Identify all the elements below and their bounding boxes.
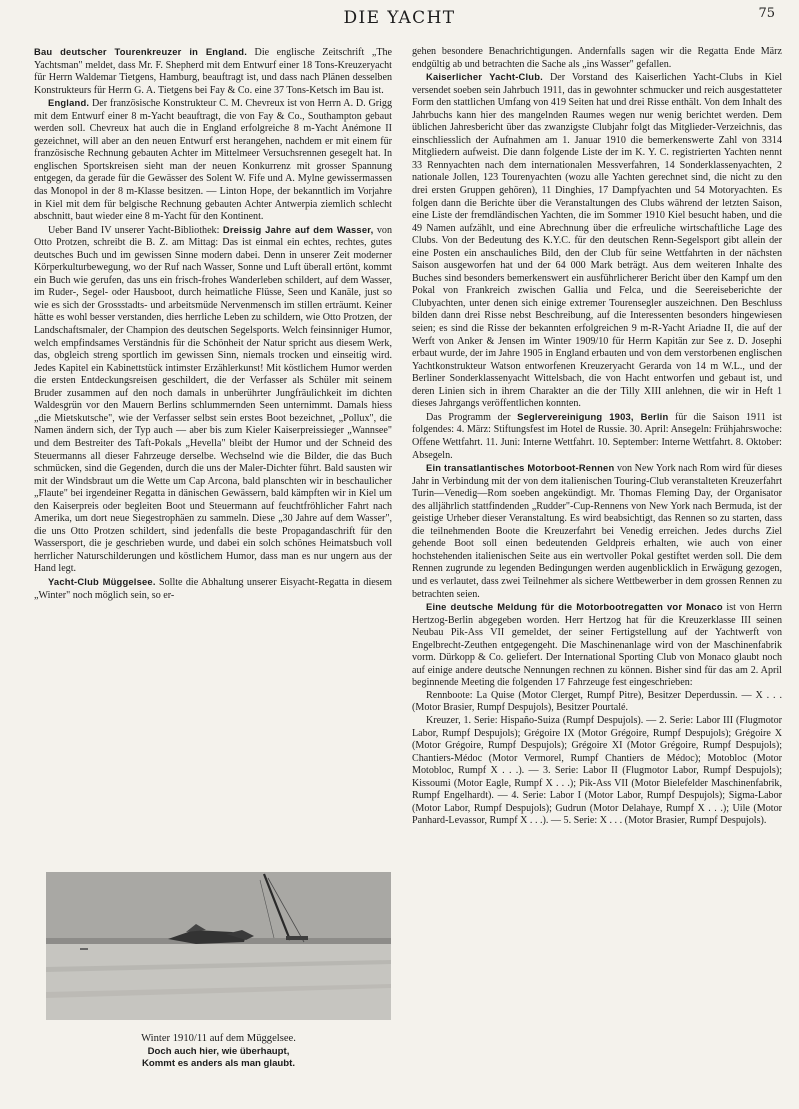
article-text: für die Saison 1911 ist folgendes: 4. März: Stiftungsfest im Hotel de Russie. 30. April: Ansegeln: Frühjahrswoche: Offene Wettfahrt. 11. Juni: Interne Wettfahrt. 10. September: Interne Wettfahrt. 8. Oktober: Absegeln. — [412, 411, 782, 461]
article-paragraph — [34, 576, 392, 602]
article-heading: Eine deutsche Meldung für die Motorbootregatten vor Monaco — [426, 601, 723, 613]
article-paragraph — [412, 411, 782, 462]
article-text: Kreuzer, 1. Serie: Hispaño-Suiza (Rumpf Despujols). — 2. Serie: Labor III (Flugmotor Labor, Rumpf Despujols); Grégoire IX (Motor Grégoire, Rumpf Despujols); Grégoire X (Motor Grégoire, Rumpf Despujols); Grégoire XI (Motor Grégoire, Rumpf Despujols); Chantiers-Médoc (Motor Vermorel, Rumpf Chantiers de Médoc); Motobloc (Motor Motobloc, Rumpf X . . .). — 3. Serie: Labor II (Flugmotor Labor, Rumpf Despujols); Kissoumi (Motor Eagle, Rumpf X . . .); Pik-Ass VII (Motor Bielefelder Maschinenfabrik, Rumpf Engelhardt). — 4. Serie: Labor I (Motor Labor, Rumpf Despujols); Sigma-Labor (Motor Labor, Rumpf Despujols); Gudrun (Motor Delahaye, Rumpf X . . .); Uile (Motor Panhard-Levassor, Rumpf X . . .). — 5. Serie: X . . . (Motor Brasier, Rumpf Despujols). — [412, 714, 782, 827]
article-text: Der Vorstand des Kaiserlichen Yacht-Clubs in Kiel versendet soeben sein Jahrbuch 1911, das in gewohnter schmucker und reich ausgestatteter Form den stattlichen Umfang von 419 Seiten hat und drei Risse enthält. Von dem Inhalt des Jahrbuchs kann hier des mangelnden Raumes wegen nur wenig berichtet werden. Dem üblichen Jahresbericht über das zwanzigste Clubjahr folgt das Mitglieder-Verzeichnis, das einschliesslich der Aufnahmen am 1. Januar 1910 die bemerkenswerte Zahl von 3314 Mitgliedern aufweist. Die dann folgende Liste der im K. Y. C. registrierten Yachten nennt 33 Rennyachten nach dem internationalen Messverfahren, 14 Sonderklassenyachten, 2 nationale Jollen, 123 Tourenyachten (wozu alle Yachten gerechnet sind, die nicht zu den drei ersten Gruppen gehören), 11 Dinghies, 17 Dampfyachten und 54 Motoryachten. Es folgen dann die Berichte über die Veranstaltungen des Clubs während der letzten Saison, eine Liste der fremdländischen Yachten, die im Sommer 1910 Kiel besucht haben, und die 49 Namen aufzählt, und eine Abrechnung über die erfreuliche wirtschaftliche Lage des Clubs. Von der Bedeutung des K.Y.C. für den deutschen Renn-Segelsport gibt allein der eine Posten ein anschauliches Bild, den der Club für seine Wettfahrten in der nächsten Saison ausgeworfen hat und der 64 000 Mark beträgt. Aus dem weiteren Inhalte des Buches sind besonders bemerkenswert ein ausführlicherer Bericht über den Kampf um den Pokal von Frankreich zwischen Gallia und Felca, und die Seereiseberichte der Clubyachten, unter denen sich einige extremer Tourensegler auszeichnen. Den Beschluss bilden dann drei Risse nebst Beschreibung, auf die Interessenten besonders hingewiesen seien; es sind die Risse der bekannten erfolgreichen 9 m-R-Yacht Ariadne II, die auf der Werft von Anker & Jensen im Winter 1909/10 für Herrn Kapitän zur See z. D. Josephi erbaut wurde, der im Jahre 1905 in England erbauten und von dem verstorbenen englischen Yachtkonstrukteur Watson entworfenen Kreuzeryacht Gerarda von 14 m W.L., und der Berliner Sonderklassenyacht Wittelsbach, die von Hacht entworfen und gebaut ist, und deren Linien sich in ihrem Charakter an die der Tilly XIII anlehnen, die wir in Heft 1 dieses Jahrgangs veröffentlichen konnten. — [412, 72, 782, 410]
article-text: ist von Herrn Hertzog-Berlin abgegeben worden. Herr Hertzog hat für die Kreuzerklasse III seinen Neubau Pik-Ass VII gemeldet, der seiner Fertigstellung auf der Yachtwerft von Engelbrecht-Zeuthen entgegengeht. Die Maschinenanlage wird von der Maschinenfabrik vorm. Dürkopp & Co. geliefert. Der International Sporting Club von Monaco glaubt noch auf einige andere deutsche Nennungen rechnen zu können. Bisher sind für das am 2. April beginnende Meeting die folgenden 17 Fahrzeuge fest eingeschrieben: — [412, 602, 782, 689]
article-text: von Otto Protzen, schreibt die B. Z. am Mittag: Das ist einmal ein echtes, rechtes, gutes deutsches Buch und im gewissen Sinne modern dabei. Denn in unserer Zeit moderner Körperkulturbewegung, wo der Ruf nach Wasser, Sonne und Luft überall ertönt, kommt ein Buch wie gerufen, das uns ein frisch-frohes Wanderleben schildert, auf dem Wasser, im Ruder-, Segel- oder Hausboot, durch heimatliche Flüsse, Seen und Kanäle, just so wie es sich der Grossstadts- und arbeitsmüde Nervenmensch im stillen erträumt. Keiner hätte es wohl besser verstanden, dies herrliche Leben zu schildern, wie Otto Protzen, der Landschaftsmaler, der Champion des deutschen Segelsports. Welch feinsinniger Humor, welch empfindsames Verständnis für die Schönheit der Natur spricht aus diesem Werk, das, obgleich streng sportlich im gewissen Sinn, niemals trocken und einseitig wird. Jedes Kapitel ein Kabinettstück intimster Erzählerkunst! Mit köstlichem Humor werden die ersten Entdeckungsreisen geschildert, die der Verfasser als Schüler mit seinem Bruder zusammen auf den noch damals in unberührter Jungfräulichkeit im dichten Waldesgrün vor den Mauern Berlins schlummernden Seen unternimmt. Damals hiess „die Mietskutsche", wie der Verfasser selbst sein erstes Boot bezeichnet, „Pollux", die Namen ändern sich, der Typ auch — aber bis zum Kieler Kaiserpreissieger „Wannsee" und dem Bestreiter des Taft-Pokals „Hevella" bleibt der Humor und der Schneid des Steuermanns all dieser Fahrzeuge derselbe. Wechselnd wie die Bilder, die das Buch schmücken, sind die Gegenden, durch die uns der Maler-Dichter führt. Bald sausten wir mit der Windsbraut um die Wette um Cap Arcona, bald planschten wir in beschaulicher „Flaute" bei irgendeiner Regatta in dänischen Gewässern, bald kämpften wir in Kiel um den Kaiserpreis oder begleiten Boot und Steuermann auf feuchtfröhlicher Fahrt nach Amerika, um dort neue Siegestrophäen zu sammeln. Diese „30 Jahre auf dem Wasser", die uns Otto Protzen schildert, sind jedenfalls die beste Propagandaschrift für den Wassersport, die je geschrieben wurde, und dabei ein solch schönes Heimatsbuch voll herrlicher Naturschilderungen und köstlichem Humor, dass man es nur ungern aus der Hand legt. — [34, 224, 392, 575]
article-text: Rennboote: La Quise (Motor Clerget, Rumpf Pitre), Besitzer Deperdussin. — X . . . (Motor Brasier, Rumpf Despujols), Besitzer Pourtalé. — [412, 689, 782, 714]
article-heading: Yacht-Club Müggelsee. — [48, 575, 156, 587]
article-heading: England. — [48, 97, 90, 109]
article-text: Das Programm der — [426, 411, 518, 423]
caption-verse-line-1: Doch auch hier, wie überhaupt, — [147, 1045, 290, 1057]
wreck-illustration — [46, 872, 391, 1020]
article-text: Sollte die Abhaltung unserer Eisyacht-Regatta in diesem „Winter" noch möglich sein, so er- — [34, 576, 392, 601]
page-number: 75 — [758, 6, 775, 21]
article-paragraph — [34, 97, 392, 223]
figure-caption — [46, 1033, 391, 1071]
article-text: von New York nach Rom wird für dieses Jahr in Verbindung mit der von dem italienischen Touring-Club veranstalteten Kreuzerfahrt Turin—Venedig—Rom soeben angekündigt. Mr. Thomas Fleming Day, der Organisator des alljährlich stattfindenden „Rudder"-Cup-Rennens von New York nach Bermuda, ist der geistige Urheber dieser Veranstaltung. Es wird beabsichtigt, das Rennen so zu starten, dass die teilnehmenden Boote die Kreuzerfahrt bei Venedig erreichen. Jedes durchs Ziel gehende Boot soll einen bedeutenden Geldpreis erhalten, wie auch von einer hochstehenden italienischen Seite aus ein wertvoller Pokal gestiftet werden soll. Die dem Rennen zugrunde zu legenden Bedingungen werden augenblicklich in Erwägung gezogen, und es verlautet, dass zwei Teilnehmer als sichere Wettbewerber in dem grossen Rennen zu betrachten seien. — [412, 463, 783, 600]
article-paragraph — [34, 224, 392, 576]
photo-frozen-lake — [46, 872, 391, 1020]
article-paragraph — [412, 462, 782, 601]
article-heading: Ein transatlantisches Motorboot-Rennen — [426, 462, 615, 474]
left-column — [34, 46, 392, 602]
article-text: Der französische Konstrukteur C. M. Chevreux ist von Herrn A. D. Grigg mit dem Entwurf einer 8 m-Yacht beauftragt, die von Fay & Co., Southampton gebaut werden soll. Chevreux hat auch die in England erfolgreiche 8 m-Yacht Anémone II gezeichnet, will aber an den neuen Entwurf erst herangehen, nachdem er mit einem für französische Rechnung gebauten Achter im Mittelmeer Versuchsrennen gesegelt hat. In englischen Sportskreisen sieht man der neuen Konkurrenz mit grosser Spannung entgegen, da gerade für die Gewässer des Solent W. Fife und A. Mylne gewissermassen das Monopol in der 8 m-Klasse besitzen. — Linton Hope, der bekanntlich im Vorjahre in Kiel mit dem für belgische Rechnung gebauten Achter Antwerpia ziemlich schlecht abschnitt, baut wieder eine 8 m-Yacht für den Kontinent. — [34, 98, 392, 223]
right-column — [412, 46, 782, 828]
article-paragraph — [412, 690, 782, 715]
running-title: DIE YACHT — [343, 8, 456, 28]
page-header — [0, 0, 799, 40]
article-paragraph — [412, 715, 782, 828]
caption-verse-line-2: Kommt es anders als man glaubt. — [141, 1058, 295, 1069]
article-text: Ueber Band IV unserer Yacht-Bibliothek: — [48, 224, 223, 236]
caption-title: Winter 1910/11 auf dem Müggelsee. — [141, 1033, 296, 1044]
article-paragraph — [412, 601, 782, 690]
article-paragraph — [34, 46, 392, 97]
article-paragraph — [412, 71, 782, 411]
article-heading: Kaiserlicher Yacht-Club. — [426, 71, 543, 83]
article-heading: Bau deutscher Tourenkreuzer in England. — [34, 46, 248, 57]
article-heading: Dreissig Jahre auf dem Wasser, — [222, 223, 374, 235]
article-text: gehen besondere Benachrichtigungen. Andernfalls sagen wir die Regatta Ende März endgültig ab und betrachten die Sache als „ins Wasser" gefallen. — [412, 46, 782, 70]
article-paragraph — [412, 46, 782, 71]
article-heading: Seglervereinigung 1903, Berlin — [517, 410, 669, 422]
article-text: Die englische Zeitschrift „The Yachtsman" meldet, dass Mr. F. Shepherd mit dem Entwurf einer 18 Tons-Kreuzeryacht für Herrn Waldemar Tietgens, Hamburg, beauftragt ist, und dass nach Plänen desselben Konstrukteurs für Herrn G. A. Tietgens bei Fay & Co. eine 37 Tons-Ketsch im Bau ist. — [34, 47, 393, 96]
